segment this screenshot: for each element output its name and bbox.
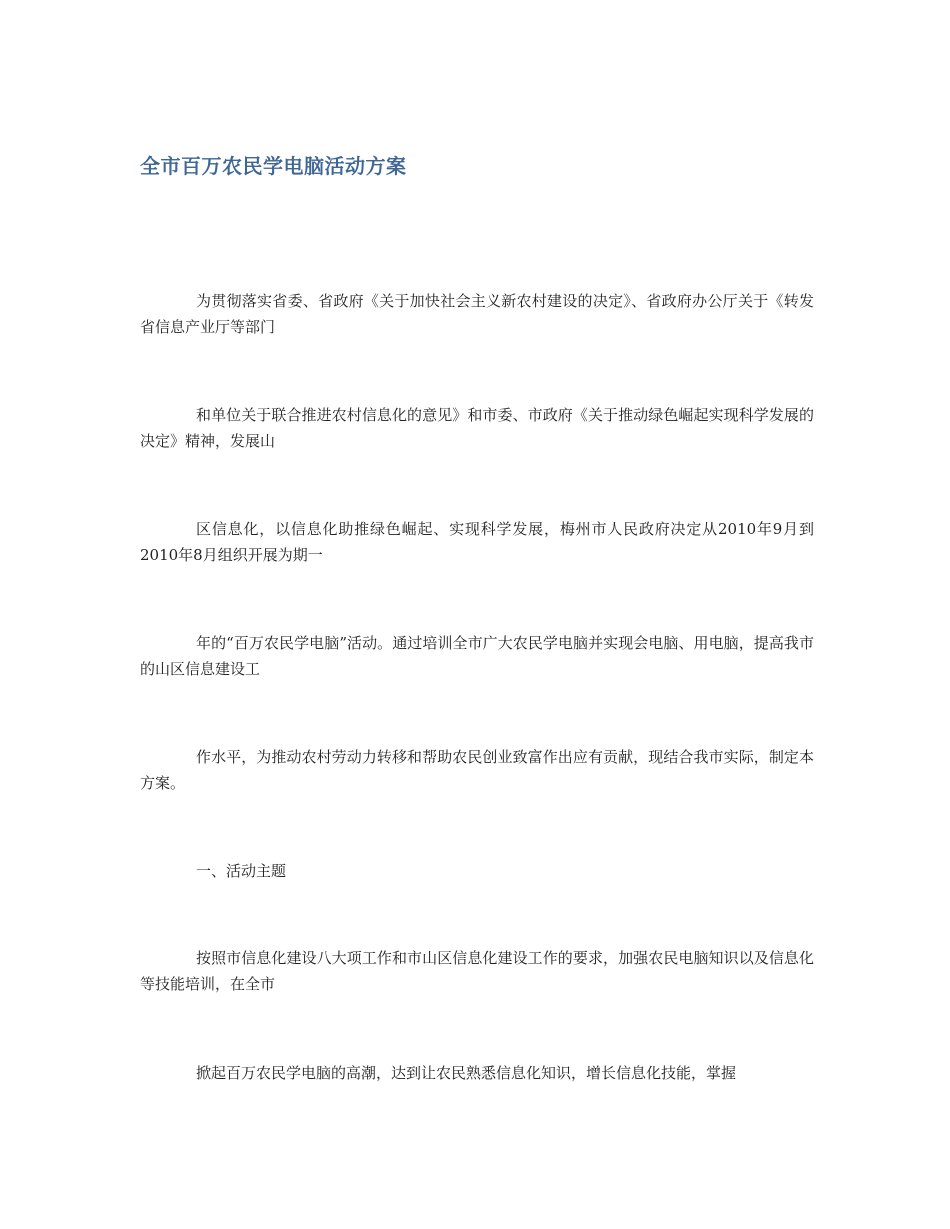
paragraph: 区信息化，以信息化助推绿色崛起、实现科学发展，梅州市人民政府决定从2010年9月到2010年8月组织开展为期一	[140, 520, 814, 564]
paragraph: 作水平，为推动农村劳动力转移和帮助农民创业致富作出应有贡献，现结合我市实际，制定本方案。	[140, 748, 814, 792]
paragraph: 年的“百万农民学电脑”活动。通过培训全市广大农民学电脑并实现会电脑、用电脑，提高我市的山区信息建设工	[140, 634, 814, 678]
section-heading: 一、活动主题	[196, 862, 287, 880]
document-title: 全市百万农民学电脑活动方案	[140, 154, 407, 178]
paragraph: 按照市信息化建设八大项工作和市山区信息化建设工作的要求，加强农民电脑知识以及信息化等技能培训，在全市	[140, 949, 814, 993]
paragraph: 和单位关于联合推进农村信息化的意见》和市委、市政府《关于推动绿色崛起实现科学发展的决定》精神，发展山	[140, 406, 814, 450]
paragraph: 为贯彻落实省委、省政府《关于加快社会主义新农村建设的决定》、省政府办公厅关于《转发省信息产业厅等部门	[140, 292, 814, 336]
paragraph: 掀起百万农民学电脑的高潮，达到让农民熟悉信息化知识，增长信息化技能，掌握	[196, 1064, 737, 1082]
